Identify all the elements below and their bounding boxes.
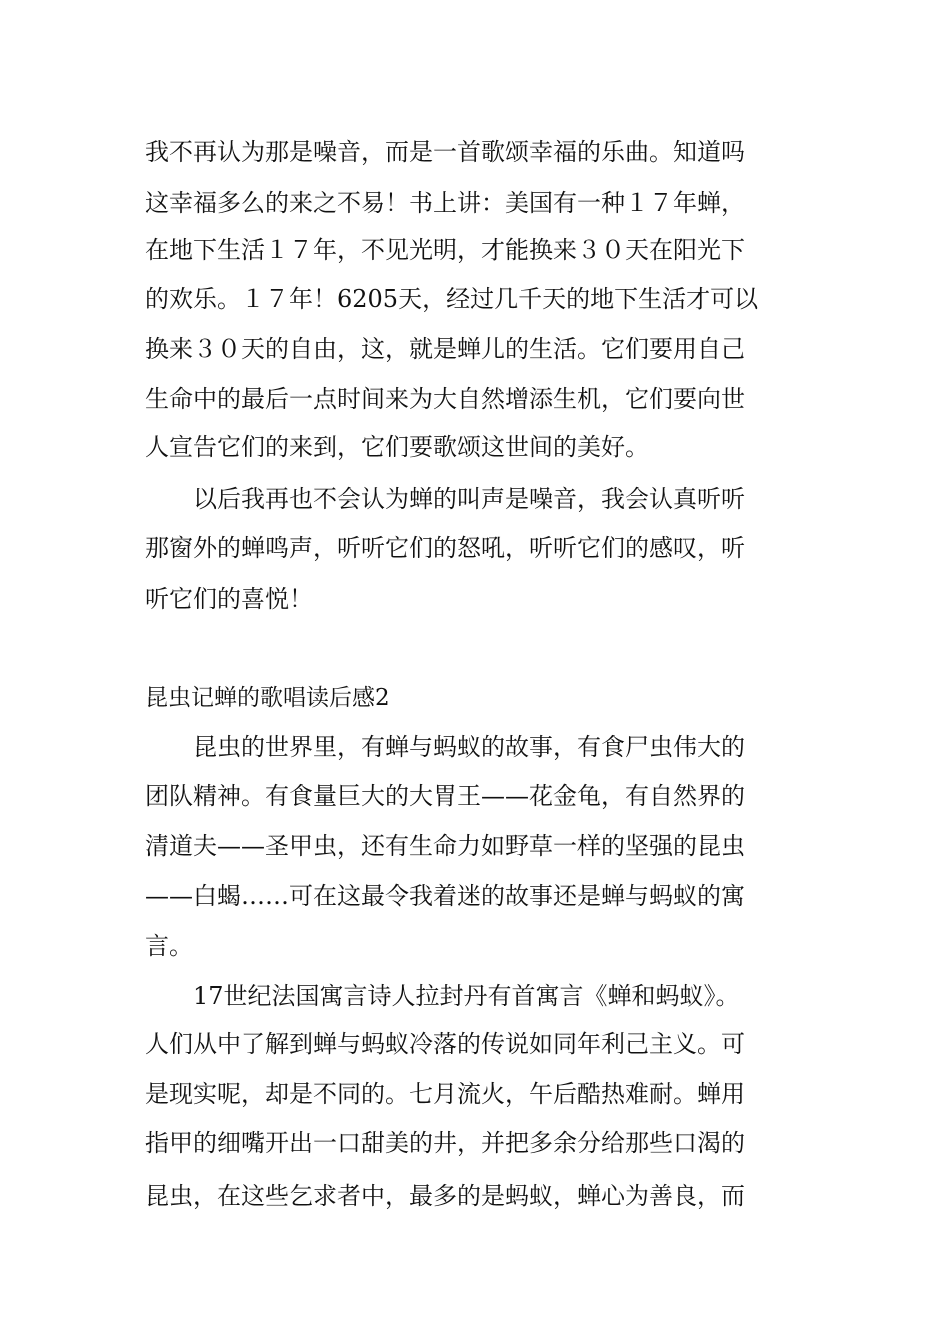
- text-line: 指甲的细嘴开出一口甜美的井，并把多余分给那些口渴的: [145, 1129, 745, 1157]
- text-line: 团队精神。有食量巨大的大胃王——花金龟，有自然界的: [145, 782, 745, 810]
- text-line: 昆虫的世界里，有蝉与蚂蚁的故事，有食尸虫伟大的: [145, 733, 745, 761]
- text-line: 人宣告它们的来到，它们要歌颂这世间的美好。: [145, 433, 649, 461]
- text-line: 换来３０天的自由，这，就是蝉儿的生活。它们要用自己: [145, 335, 745, 363]
- text-line: 的欢乐。１７年！6205天，经过几千天的地下生活才可以: [145, 285, 759, 313]
- text-line: 人们从中了解到蝉与蚂蚁冷落的传说如同年利己主义。可: [145, 1030, 745, 1058]
- text-line: 昆虫，在这些乞求者中，最多的是蚂蚁，蝉心为善良，而: [145, 1182, 745, 1210]
- text-line: 以后我再也不会认为蝉的叫声是噪音，我会认真听听: [145, 485, 745, 513]
- text-line: 清道夫——圣甲虫，还有生命力如野草一样的坚强的昆虫: [145, 832, 745, 860]
- text-line: 言。: [145, 932, 193, 960]
- text-line: 是现实呢，却是不同的。七月流火，午后酷热难耐。蝉用: [145, 1080, 745, 1108]
- text-line: 生命中的最后一点时间来为大自然增添生机，它们要向世: [145, 385, 745, 413]
- section-title: 昆虫记蝉的歌唱读后感2: [145, 685, 390, 711]
- text-line: 那窗外的蝉鸣声，听听它们的怒吼，听听它们的感叹，听: [145, 534, 745, 562]
- text-line: 这幸福多么的来之不易！书上讲：美国有一种１７年蝉，: [145, 189, 745, 217]
- text-line: ——白蝎……可在这最令我着迷的故事还是蝉与蚂蚁的寓: [145, 882, 745, 910]
- text-line: 17世纪法国寓言诗人拉封丹有首寓言《蝉和蚂蚁》。: [145, 982, 740, 1010]
- text-line: 在地下生活１７年，不见光明，才能换来３０天在阳光下: [145, 236, 745, 264]
- text-line: 我不再认为那是噪音，而是一首歌颂幸福的乐曲。知道吗: [145, 138, 745, 166]
- text-line: 听它们的喜悦！: [145, 585, 313, 613]
